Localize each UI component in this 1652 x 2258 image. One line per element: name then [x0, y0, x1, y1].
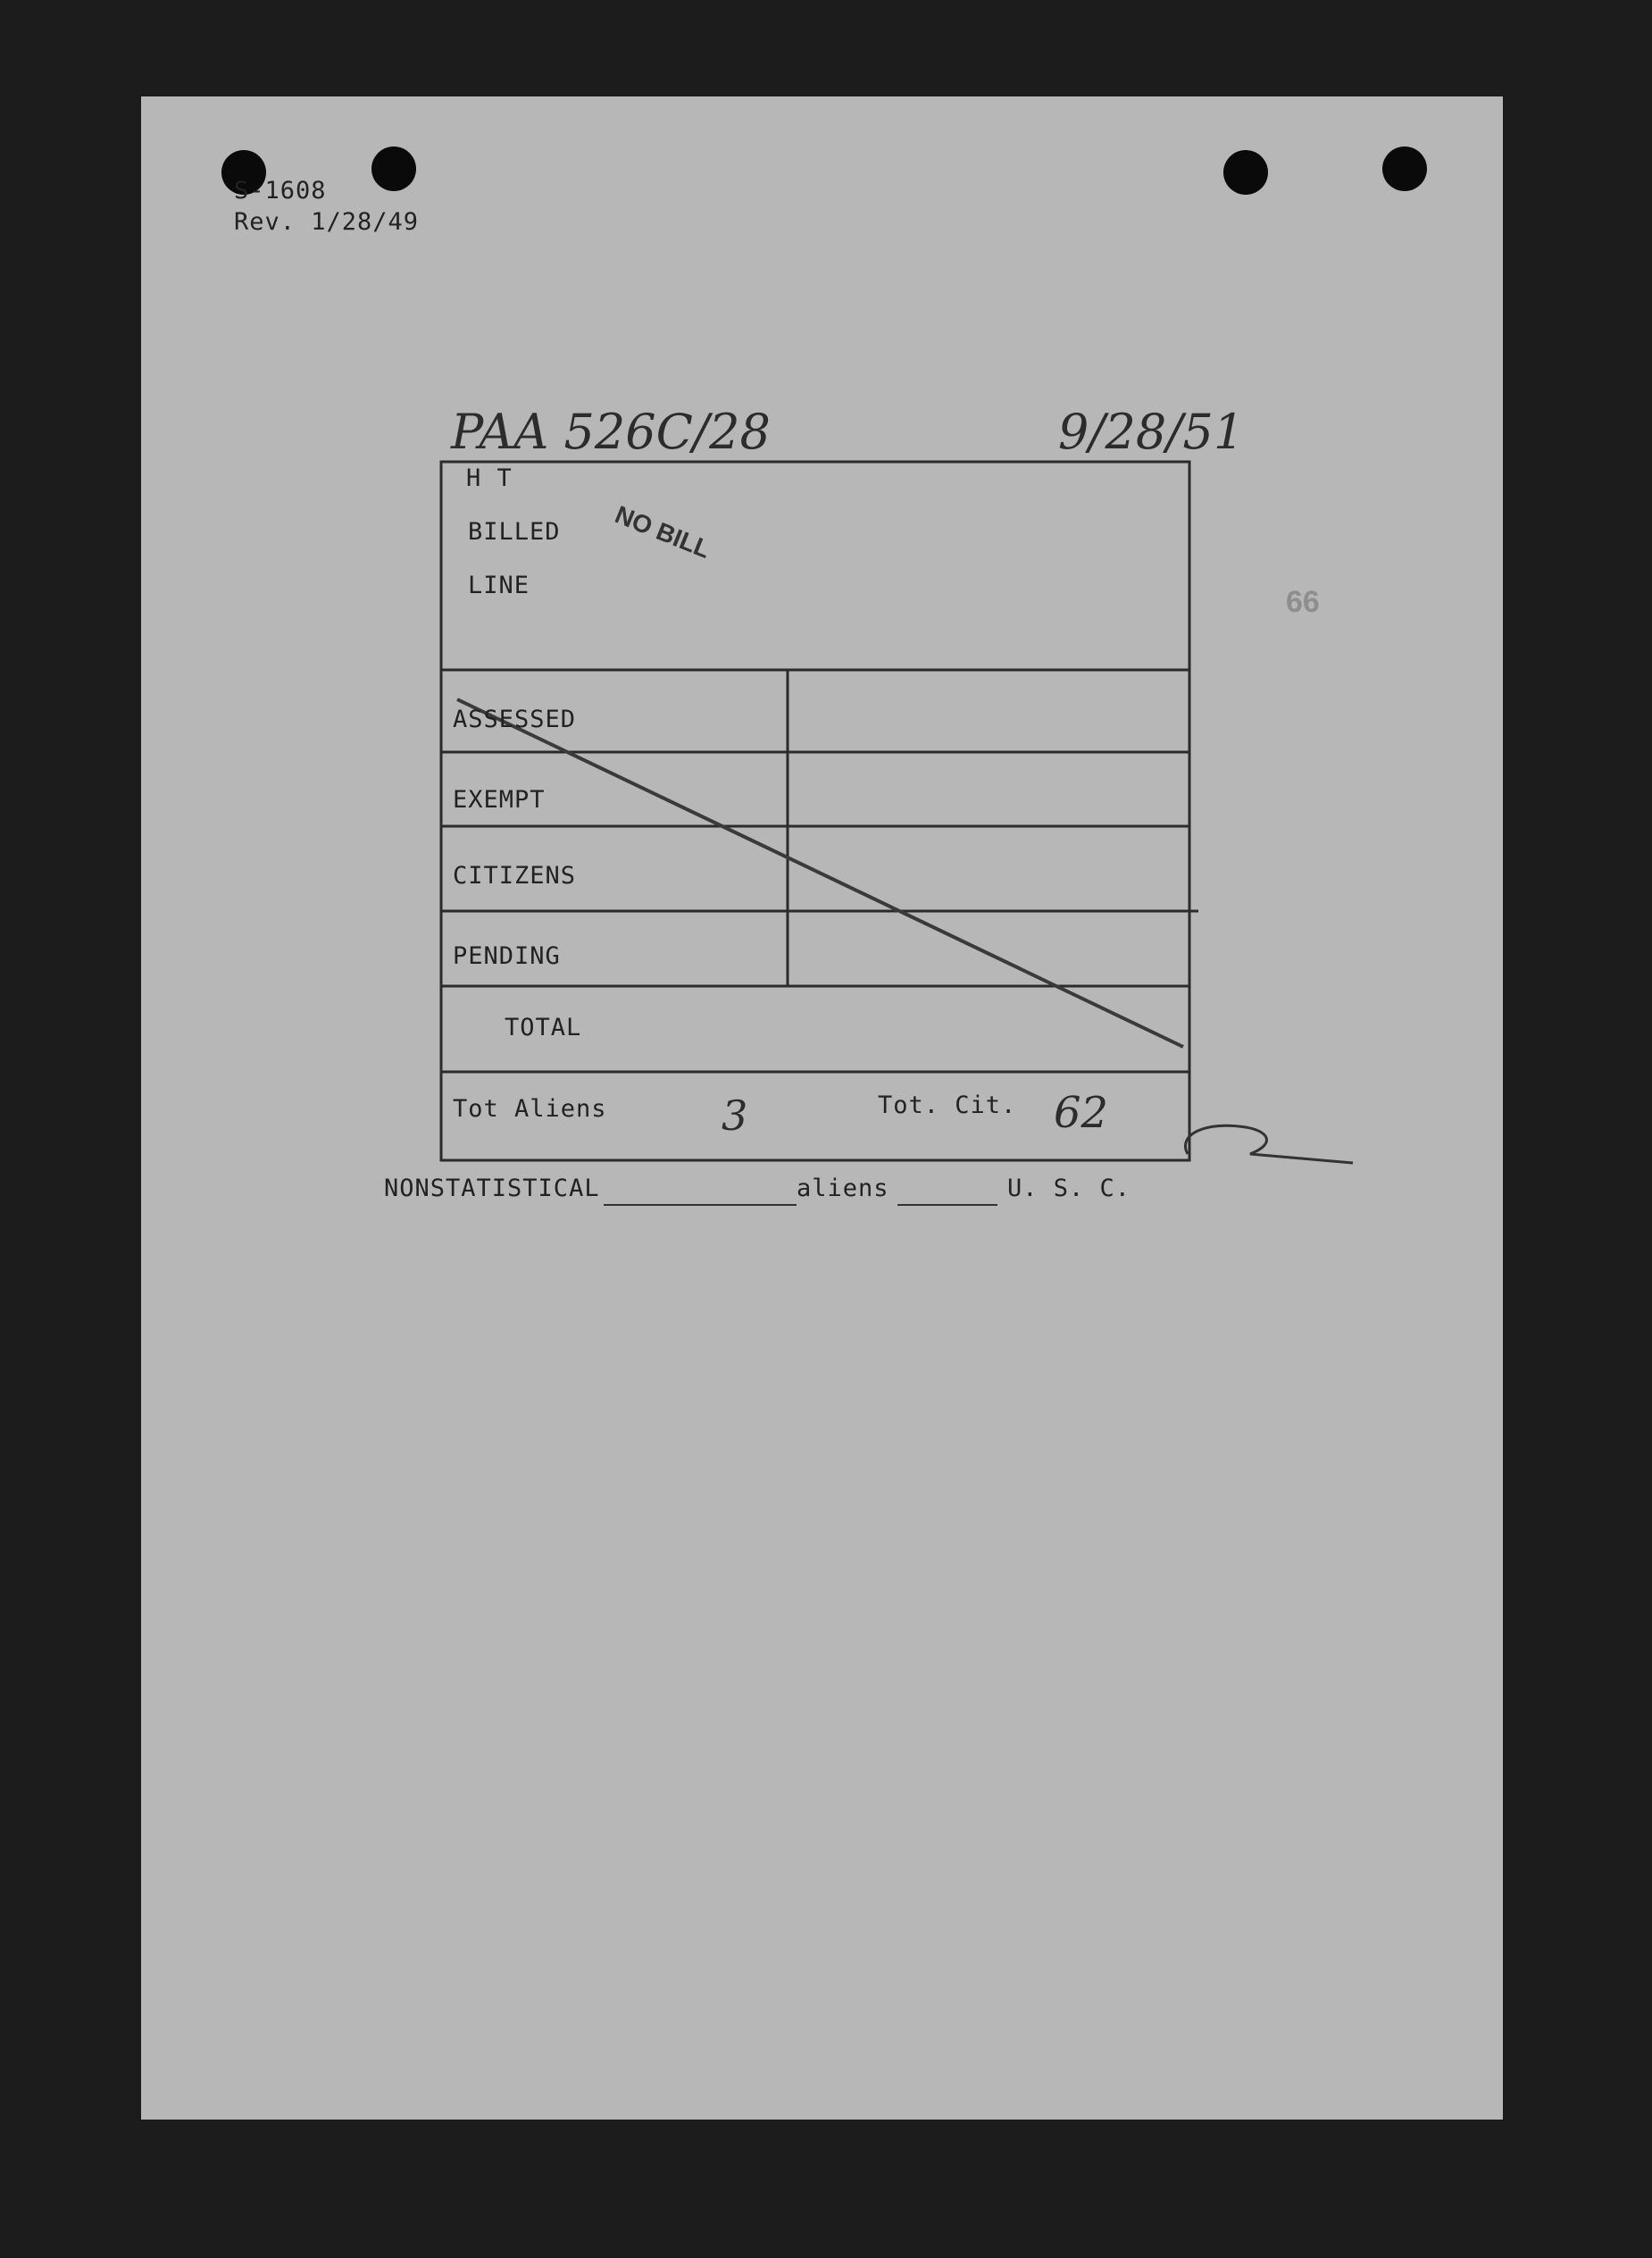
aliens-label: aliens — [797, 1175, 889, 1202]
row-assessed: ASSESSED — [453, 706, 577, 733]
row-citizens: CITIZENS — [453, 862, 577, 890]
tot-cit-value: 62 — [1054, 1088, 1109, 1138]
tot-aliens-label: Tot Aliens — [453, 1095, 607, 1123]
handwritten-date: 9/28/51 — [1058, 404, 1245, 460]
blank-line — [604, 1204, 797, 1206]
label-ht: H T — [466, 464, 513, 492]
label-line: LINE — [468, 572, 530, 599]
form-revision: Rev. 1/28/49 — [234, 208, 420, 236]
tot-cit-label: Tot. Cit. — [878, 1091, 1017, 1119]
no-bill-stamp: NO BILL — [611, 500, 714, 564]
form-number: S-1608 — [234, 177, 327, 205]
usc-label: U. S. C. — [1007, 1175, 1131, 1202]
row-exempt: EXEMPT — [453, 786, 546, 814]
blank-line — [897, 1204, 997, 1206]
handwritten-flight: PAA 526C/28 — [451, 404, 771, 460]
row-pending: PENDING — [453, 942, 561, 970]
page-number: 66 — [1286, 585, 1320, 619]
label-billed: BILLED — [468, 518, 561, 546]
tot-aliens-value: 3 — [722, 1091, 748, 1140]
nonstatistical-label: NONSTATISTICAL — [384, 1175, 600, 1202]
initials-mark — [1185, 1125, 1353, 1163]
row-total: TOTAL — [505, 1014, 582, 1041]
